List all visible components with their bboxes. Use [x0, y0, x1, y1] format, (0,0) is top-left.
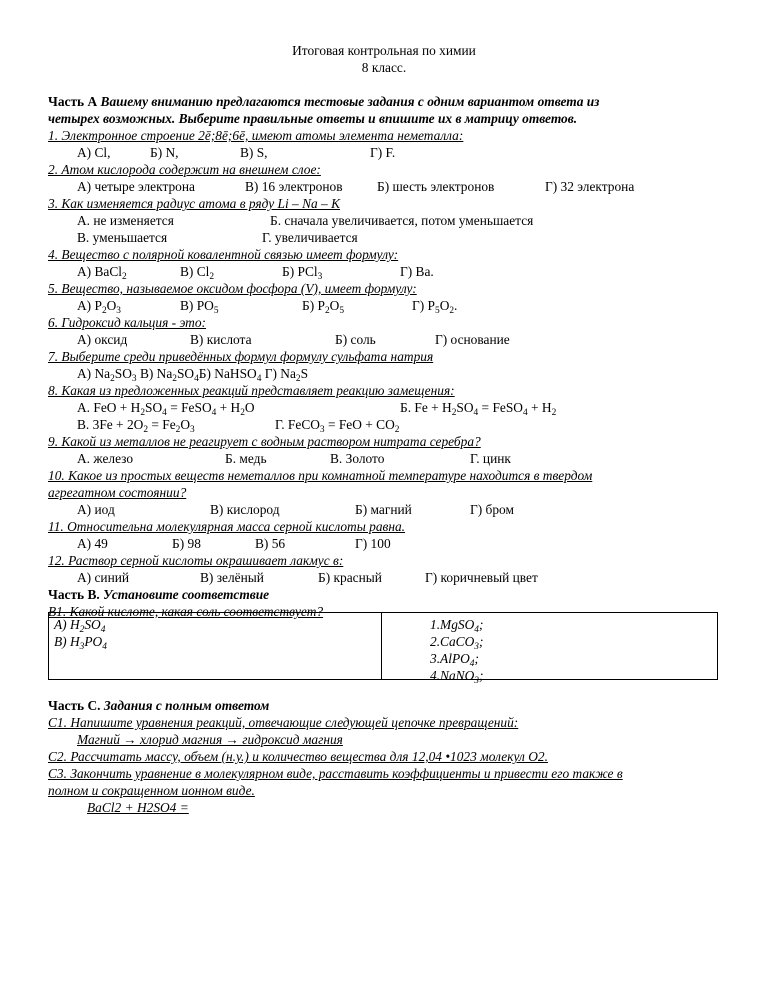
q10-option-d: Г) бром [470, 502, 514, 517]
question-c1: С1. Напишите уравнения реакций, отвечающие следующей цепочке превращений: [48, 715, 519, 730]
q2-option-b: В) 16 электронов [245, 179, 343, 194]
q8-option-a: А. FeO + $H_2SO_4$ = FeSO$_4$ + $H_2O$ [77, 400, 255, 418]
q12-option-b: В) зелёный [200, 570, 264, 585]
q9-option-a: А. железо [77, 451, 134, 466]
question-b1: В1. Какой кислоте, какая соль соответствует? [48, 604, 324, 619]
q5-option-a: А) $P_2O_3$ [77, 298, 121, 316]
q12-option-c: Б) красный [318, 570, 382, 585]
question-c3-continued: полном и сокращенном ионном виде. [48, 783, 255, 798]
q2-option-a: А) четыре электрона [77, 179, 195, 194]
q10-option-b: В) кислород [210, 502, 280, 517]
q3-option-c: В. уменьшается [77, 230, 168, 245]
question-c2: С2. Рассчитать массу, объем (н.у.) и количество вещества для 12,04 •1023 молекул O2. [48, 749, 548, 764]
q2-option-c: Б) шесть электронов [377, 179, 495, 194]
question-8: 8. Какая из предложенных реакций представляет реакцию замещения: [48, 383, 455, 398]
q7-options: А) $Na_2SO_3$ В) $Na_2SO_4Б$) NaHSO$_4$ Г) $Na_2S$ [77, 366, 309, 384]
q11-option-d: Г) 100 [355, 536, 391, 551]
q4-option-d: Г) Ba. [400, 264, 434, 279]
document-grade: 8 класс. [361, 60, 407, 75]
q5-option-d: Г) $P_5O_2$. [412, 298, 458, 316]
salt-3: 3.AlPO$_4$; [430, 651, 479, 669]
q4-option-b: В) $Cl_2$ [180, 264, 215, 282]
q9-option-d: Г. цинк [470, 451, 511, 466]
q11-option-b: Б) 98 [172, 536, 201, 551]
q8-option-c: В. $3Fe + 2O_2 = Fe_2O_3$ [77, 417, 195, 435]
question-6: 6. Гидроксид кальция - это: [48, 315, 207, 330]
q1-option-d: Г) F. [370, 145, 396, 160]
q11-option-a: А) 49 [77, 536, 108, 551]
question-10: 10. Какое из простых веществ неметаллов при комнатной температуре находится в твердом [48, 468, 593, 483]
q1-option-a: А) Cl, [77, 145, 111, 160]
question-4: 4. Вещество с полярной ковалентной связью имеет формулу: [48, 247, 399, 262]
q5-option-b: В) $PO_5$ [180, 298, 219, 316]
q10-option-a: А) иод [77, 502, 115, 517]
q1-option-c: В) S, [240, 145, 268, 160]
q4-option-a: А) BaCl$_2$ [77, 264, 127, 282]
q3-option-a: А. не изменяется [77, 213, 174, 228]
question-3: 3. Как изменяется радиус атома в ряду Li – Na – K [48, 196, 341, 211]
q6-option-d: Г) основание [435, 332, 510, 347]
q6-option-c: Б) соль [335, 332, 376, 347]
salt-1: 1.MgSO$_4$; [430, 617, 484, 635]
q12-option-d: Г) коричневый цвет [425, 570, 538, 585]
part-a-heading: Часть А Вашему вниманию предлагаются тестовые задания с одним вариантом ответа из [48, 94, 600, 109]
q6-option-b: В) кислота [190, 332, 252, 347]
matching-table [48, 612, 718, 686]
q11-option-c: В) 56 [255, 536, 286, 551]
c3-equation: BaCl2 + H2SO4 = [87, 800, 189, 815]
question-9: 9. Какой из металлов не реагирует с водным раствором нитрата серебра? [48, 434, 481, 449]
q8-option-b: Б. $Fe + H_2SO_4$ = FeSO$_4$ + $H_2$ [400, 400, 557, 418]
q2-option-d: Г) 32 электрона [545, 179, 635, 194]
acid-a: А) $H_2SO_4$ [54, 617, 106, 635]
acid-b: В) $H_3PO_4$ [54, 634, 107, 652]
question-c3: С3. Закончить уравнение в молекулярном виде, расставить коэффициенты и привести его также в [48, 766, 623, 781]
q9-option-b: Б. медь [225, 451, 267, 466]
salt-4: 4.NaNO$_3$; [430, 668, 484, 686]
q1-option-b: Б) N, [150, 145, 179, 160]
q4-option-c: Б) PCl$_3$ [282, 264, 323, 282]
q12-option-a: А) синий [77, 570, 130, 585]
q10-option-c: Б) магний [355, 502, 412, 517]
q5-option-c: Б) $P_2O_5$ [302, 298, 344, 316]
part-b-heading: Часть В. Установите соответствие [48, 587, 270, 602]
question-12: 12. Раствор серной кислоты окрашивает лакмус в: [48, 553, 344, 568]
question-2: 2. Атом кислорода содержит на внешнем слое: [48, 162, 321, 177]
q6-option-a: А) оксид [77, 332, 128, 347]
q3-option-b: Б. сначала увеличивается, потом уменьшается [270, 213, 534, 228]
question-1: 1. Электронное строение 2ē;8ē;6ē, имеют атомы элемента неметалла: [48, 128, 464, 143]
salts-column [382, 613, 717, 686]
question-7: 7. Выберите среди приведённых формул формулу сульфата натрия [48, 349, 434, 364]
part-c-heading: Часть С. Задания с полным ответом [48, 698, 270, 713]
c1-chain: Магний → хлорид магния → гидроксид магния [77, 732, 343, 747]
question-10-continued: агрегатном состоянии? [48, 485, 187, 500]
part-a-instruction: четырех возможных. Выберите правильные ответы и впишите их в матрицу ответов. [48, 111, 578, 126]
acids-column [49, 613, 382, 679]
q9-option-c: В. Золото [330, 451, 385, 466]
question-5: 5. Вещество, называемое оксидом фосфора (V), имеет формулу: [48, 281, 417, 296]
q8-option-d: Г. FeCO$_3$ = FeO + $CO_2$ [275, 417, 400, 435]
salt-2: 2.CaCO$_3$; [430, 634, 484, 652]
question-11: 11. Относительна молекулярная масса серной кислоты равна. [48, 519, 406, 534]
q3-option-d: Г. увеличивается [262, 230, 358, 245]
document-title: Итоговая контрольная по химии [292, 43, 476, 58]
